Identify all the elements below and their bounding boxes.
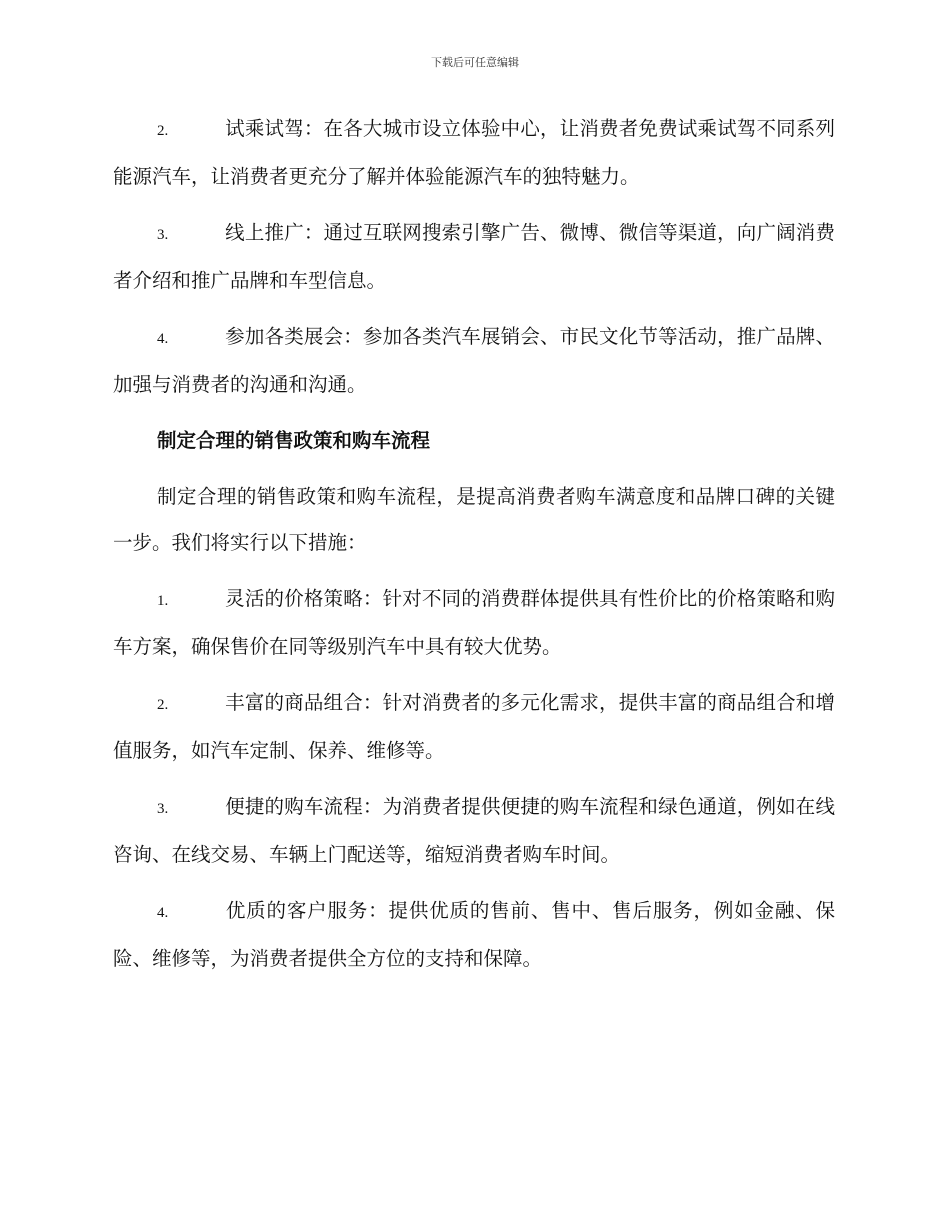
list-item xyxy=(113,210,835,304)
list-number: 2. xyxy=(157,697,169,713)
list-item-text: 参加各类展会：参加各类汽车展销会、市民文化节等活动，推广品牌、加强与消费者的沟通和沟通。 xyxy=(113,325,835,396)
list-number: 3. xyxy=(157,227,169,243)
list-item xyxy=(113,784,835,878)
list-item xyxy=(113,680,835,774)
list-item xyxy=(113,314,835,408)
list-number: 3. xyxy=(157,801,169,817)
list-item-text: 丰富的商品组合：针对消费者的多元化需求，提供丰富的商品组合和增值服务，如汽车定制、保养、维修等。 xyxy=(113,691,835,762)
list-item-text: 试乘试驾：在各大城市设立体验中心，让消费者免费试乘试驾不同系列能源汽车，让消费者更充分了解并体验能源汽车的独特魅力。 xyxy=(113,117,835,188)
list-item xyxy=(113,576,835,670)
list-item-text: 线上推广：通过互联网搜索引擎广告、微博、微信等渠道，向广阔消费者介绍和推广品牌和车型信息。 xyxy=(113,221,835,292)
list-number: 4. xyxy=(157,331,169,347)
page-header: 下载后可任意编辑 xyxy=(431,56,519,69)
list-number: 4. xyxy=(157,905,169,921)
list-item-text: 优质的客户服务：提供优质的售前、售中、售后服务，例如金融、保险、维修等，为消费者提供全方位的支持和保障。 xyxy=(113,899,835,970)
list-number: 1. xyxy=(157,593,169,609)
list-item xyxy=(113,106,835,200)
list-item-text: 灵活的价格策略：针对不同的消费群体提供具有性价比的价格策略和购车方案，确保售价在同等级别汽车中具有较大优势。 xyxy=(113,587,835,658)
list-item xyxy=(113,888,835,982)
section-heading: 制定合理的销售政策和购车流程 xyxy=(157,429,431,452)
list-item-text: 便捷的购车流程：为消费者提供便捷的购车流程和绿色通道，例如在线咨询、在线交易、车辆上门配送等，缩短消费者购车时间。 xyxy=(113,795,835,866)
list-number: 2. xyxy=(157,123,169,139)
section-intro-paragraph: 制定合理的销售政策和购车流程，是提高消费者购车满意度和品牌口碑的关键一步。我们将实行以下措施： xyxy=(113,485,835,554)
document-body xyxy=(113,106,835,992)
